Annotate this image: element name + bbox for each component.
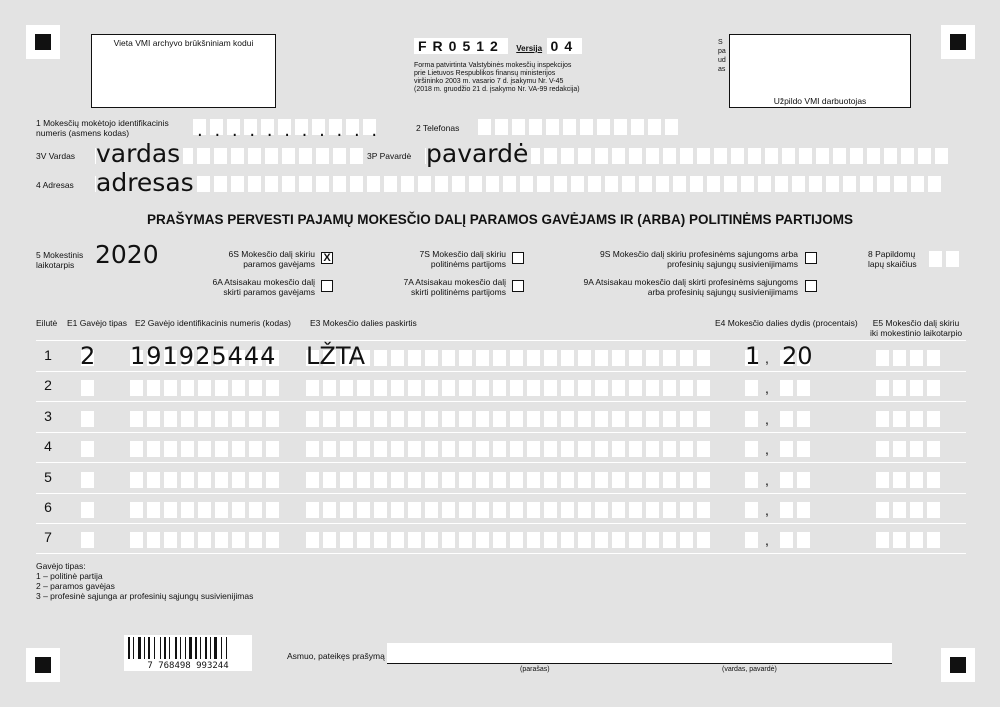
- approval-text: [414, 62, 604, 94]
- col-header-e5: E5 Mokesčio dalį skiriu iki mokestinio laikotarpio: [869, 318, 963, 338]
- row-divider: [36, 432, 966, 433]
- opt-6s-label: 6S Mokesčio dalį skiriu paramos gavėjams: [228, 249, 315, 269]
- code-cells[interactable]: [130, 441, 283, 457]
- address-value: adresas: [96, 168, 197, 197]
- approval-line: (2018 m. gruodžio 21 d. įsakymo Nr. VA-99 redakcija): [414, 86, 580, 93]
- pct-int-cell[interactable]: [745, 411, 762, 427]
- type-cell[interactable]: [81, 532, 98, 548]
- pct-int-cell[interactable]: [745, 380, 762, 396]
- pct-comma: ,: [765, 532, 769, 548]
- period-until-cells[interactable]: [876, 411, 944, 427]
- address-label: 4 Adresas: [36, 180, 74, 190]
- vmi-staff-label: Užpildo VMI darbuotojas: [773, 96, 867, 106]
- period-until-cells[interactable]: [876, 441, 944, 457]
- name-caption: (vardas, pavardė): [722, 666, 777, 673]
- pages-cells[interactable]: [929, 251, 963, 267]
- code-cells[interactable]: [130, 472, 283, 488]
- form-code-value: FR0512: [414, 38, 508, 54]
- legend-item: 3 – profesinė sąjunga ar profesinių sąjungų susivienijimas: [36, 591, 254, 601]
- opt-6s-checkbox[interactable]: [321, 252, 333, 264]
- type-cell[interactable]: [81, 441, 98, 457]
- registration-mark-bottom-right: [941, 648, 975, 682]
- signature-field[interactable]: [387, 643, 892, 664]
- opt-7s-checkbox[interactable]: [512, 252, 524, 264]
- row-number: 1: [44, 347, 52, 363]
- pct-comma: ,: [765, 380, 769, 396]
- signer-label: Asmuo, pateikęs prašymą: [287, 651, 385, 661]
- pct-int-value: 1: [745, 342, 761, 370]
- pct-dec-cells[interactable]: [780, 441, 814, 457]
- period-until-cells[interactable]: [876, 472, 944, 488]
- name-label: 3V Vardas: [36, 151, 76, 161]
- surname-value: pavardė: [426, 139, 531, 168]
- version-value: 04: [547, 38, 583, 54]
- name-value: vardas: [96, 139, 183, 168]
- row-divider: [36, 493, 966, 494]
- row-number: 3: [44, 408, 52, 424]
- purpose-cells[interactable]: [306, 411, 714, 427]
- version-label: Versija: [516, 44, 543, 53]
- col-header-e3: E3 Mokesčio dalies paskirtis: [310, 318, 417, 328]
- legend-item: 1 – politinė partija: [36, 571, 103, 581]
- pct-dec-value: 20: [782, 342, 813, 370]
- pct-int-cell[interactable]: [745, 472, 762, 488]
- phone-label: 2 Telefonas: [416, 123, 460, 133]
- pct-int-cell[interactable]: [745, 532, 762, 548]
- type-value: 2: [80, 342, 96, 370]
- row-divider: [36, 523, 966, 524]
- row-number: 7: [44, 529, 52, 545]
- archive-barcode-box: [91, 34, 276, 108]
- row-divider: [36, 462, 966, 463]
- row-divider: [36, 401, 966, 402]
- purpose-cells[interactable]: [306, 532, 714, 548]
- pct-dec-cells[interactable]: [780, 532, 814, 548]
- period-until-cells[interactable]: [876, 380, 944, 396]
- stamp-label: Spaudas: [718, 39, 726, 73]
- pct-comma: ,: [765, 472, 769, 488]
- period-value: 2020: [95, 240, 159, 269]
- approval-line: Forma patvirtinta Valstybinės mokesčių inspekcijos: [414, 62, 572, 69]
- purpose-cells[interactable]: [306, 441, 714, 457]
- col-header-e2: E2 Gavėjo identifikacinis numeris (kodas): [135, 318, 291, 328]
- surname-label: 3P Pavardė: [367, 151, 412, 161]
- code-cells[interactable]: [130, 532, 283, 548]
- pct-comma: ,: [765, 350, 769, 366]
- type-cell[interactable]: [81, 380, 98, 396]
- opt-9s-checkbox[interactable]: [805, 252, 817, 264]
- pct-comma: ,: [765, 502, 769, 518]
- row-divider: [36, 371, 966, 372]
- barcode: [124, 635, 252, 671]
- approval-line: prie Lietuvos Respublikos finansų ministerijos: [414, 70, 556, 77]
- form-code: [414, 38, 582, 56]
- check-mark-icon: X: [323, 252, 331, 264]
- pct-int-cell[interactable]: [745, 441, 762, 457]
- vmi-staff-box: [729, 34, 911, 108]
- code-cells[interactable]: [130, 411, 283, 427]
- period-label: 5 Mokestinis laikotarpis: [36, 250, 84, 270]
- barcode-number: 7 768498 993244: [147, 661, 229, 671]
- purpose-cells[interactable]: [306, 472, 714, 488]
- pct-dec-cells[interactable]: [780, 502, 814, 518]
- legend-title: Gavėjo tipas:: [36, 561, 86, 571]
- opt-6a-checkbox[interactable]: [321, 280, 333, 292]
- table-header-divider: [36, 340, 966, 341]
- pct-comma: ,: [765, 441, 769, 457]
- opt-9a-checkbox[interactable]: [805, 280, 817, 292]
- code-cells[interactable]: [130, 502, 283, 518]
- col-header-e1: E1 Gavėjo tipas: [67, 318, 128, 328]
- col-header-e4: E4 Mokesčio dalies dydis (procentais): [715, 318, 858, 328]
- pct-int-cell[interactable]: [745, 502, 762, 518]
- taxpayer-id-label: 1 Mokesčių mokėtojo identifikacinis numeris (asmens kodas): [36, 118, 169, 138]
- code-value: 191925444: [130, 342, 277, 370]
- opt-9a-label: 9A Atsisakau mokesčio dalį skirti profesinėms sąjungoms arba profesinių sąjungų susivienijimams: [583, 277, 798, 297]
- period-until-cells[interactable]: [876, 350, 944, 366]
- opt-6a-label: 6A Atsisakau mokesčio dalį skirti paramos gavėjams: [212, 277, 315, 297]
- legend: [36, 561, 253, 601]
- phone-cells[interactable]: [478, 119, 682, 135]
- legend-item: 2 – paramos gavėjas: [36, 581, 115, 591]
- pct-comma: ,: [765, 411, 769, 427]
- barcode-bars-icon: [124, 635, 252, 661]
- purpose-cells[interactable]: [306, 502, 714, 518]
- registration-mark-top-left: [26, 25, 60, 59]
- row-number: 5: [44, 469, 52, 485]
- registration-mark-bottom-left: [26, 648, 60, 682]
- col-header-row: Eilutė: [36, 318, 58, 328]
- pct-dec-cells[interactable]: [780, 380, 814, 396]
- opt-7a-label: 7A Atsisakau mokesčio dalį skirti politinėms partijoms: [403, 277, 506, 297]
- opt-7a-checkbox[interactable]: [512, 280, 524, 292]
- purpose-cells[interactable]: [306, 380, 714, 396]
- address-cells[interactable]: [95, 176, 945, 192]
- row-number: 2: [44, 377, 52, 393]
- row-divider: [36, 553, 966, 554]
- code-cells[interactable]: [130, 380, 283, 396]
- registration-mark-top-right: [941, 25, 975, 59]
- purpose-value: LŽTA: [306, 342, 366, 370]
- pct-dec-cells[interactable]: [780, 411, 814, 427]
- type-cell[interactable]: [81, 502, 98, 518]
- period-until-cells[interactable]: [876, 532, 944, 548]
- pages-label: 8 Papildomų lapų skaičius: [868, 249, 917, 269]
- type-cell[interactable]: [81, 411, 98, 427]
- pct-dec-cells[interactable]: [780, 472, 814, 488]
- taxpayer-id-value: . . . . . . . . . . .: [197, 120, 381, 141]
- archive-barcode-label: Vieta VMI archyvo brūkšniniam kodui: [113, 38, 254, 48]
- row-number: 4: [44, 438, 52, 454]
- opt-7s-label: 7S Mokesčio dalį skiriu politinėms partijoms: [419, 249, 506, 269]
- row-number: 6: [44, 499, 52, 515]
- type-cell[interactable]: [81, 472, 98, 488]
- approval-line: viršininko 2003 m. vasario 7 d. įsakymu Nr. V-45: [414, 78, 564, 85]
- purpose-cells[interactable]: [306, 350, 714, 366]
- form-title: PRAŠYMAS PERVESTI PAJAMŲ MOKESČIO DALĮ PARAMOS GAVĖJAMS IR (ARBA) POLITINĖMS PARTIJOMS: [146, 212, 854, 227]
- opt-9s-label: 9S Mokesčio dalį skiriu profesinėms sąjungoms arba profesinių sąjungų susivienijimams: [600, 249, 798, 269]
- period-until-cells[interactable]: [876, 502, 944, 518]
- signature-caption: (parašas): [520, 666, 550, 673]
